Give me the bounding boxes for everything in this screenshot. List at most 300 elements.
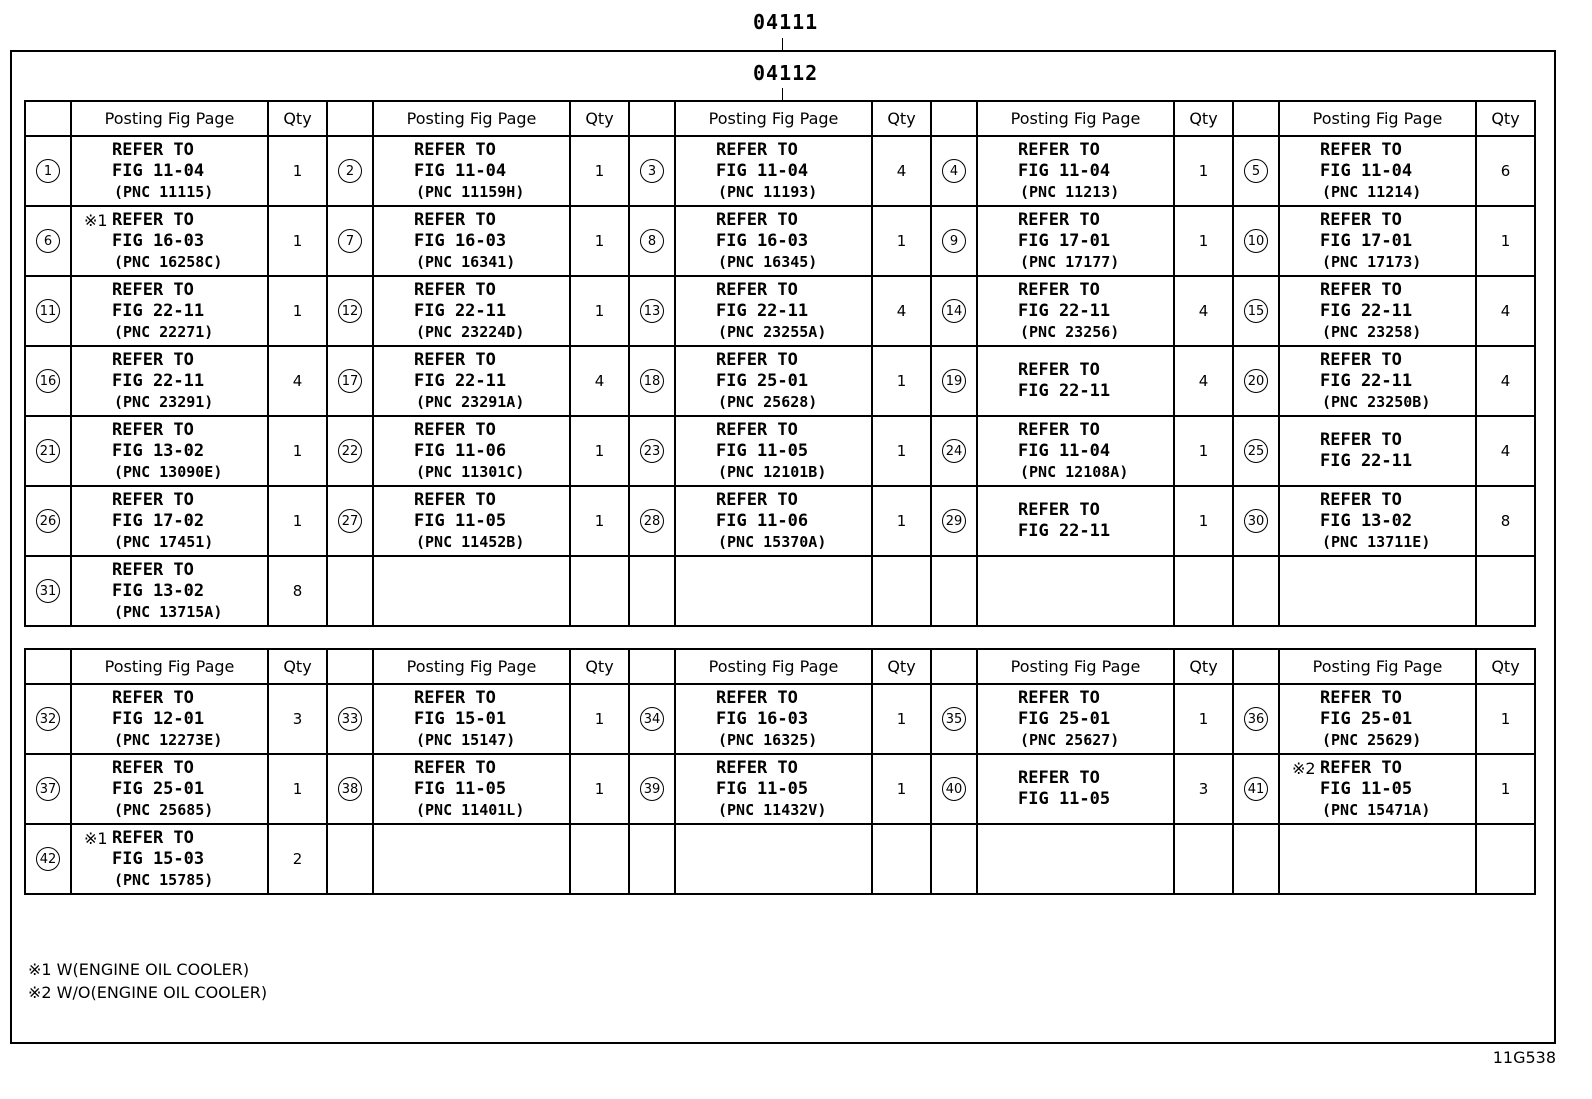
refer-to-text: REFER TO [716,209,798,230]
pnc-number: (PNC 12101B) [718,462,827,481]
refer-to-text: REFER TO [414,419,496,440]
table-row [25,684,1535,754]
empty-cell [1476,824,1535,894]
fig-reference-link[interactable]: FIG 22-11 [414,300,507,321]
fig-reference-link[interactable]: FIG 22-11 [1320,370,1413,391]
item-number-cell [1233,416,1279,486]
qty-cell [268,206,327,276]
item-number-cell [1233,136,1279,206]
qty-cell [268,754,327,824]
fig-reference-link[interactable]: FIG 11-04 [716,160,809,181]
item-number: 24 [942,439,966,463]
refer-to-text: REFER TO [1018,209,1100,230]
item-number: 22 [338,439,362,463]
fig-reference-link[interactable]: FIG 11-04 [112,160,205,181]
qty-value: 1 [1500,710,1511,728]
fig-reference-link[interactable]: FIG 22-11 [1018,381,1111,401]
header-num [931,649,977,684]
item-number-cell [1233,754,1279,824]
qty-value: 4 [1500,372,1511,390]
item-number-cell [1233,276,1279,346]
item-number: 35 [942,707,966,731]
fig-reference-link[interactable]: FIG 11-05 [716,440,809,461]
item-number: 9 [942,229,966,253]
item-number: 19 [942,369,966,393]
note-mark: ※2 [1292,758,1316,778]
item-number: 38 [338,777,362,801]
item-number: 5 [1244,159,1268,183]
qty-cell [872,136,931,206]
header-qty: Qty [1476,101,1535,136]
footnote-2: ※2 W/O(ENGINE OIL COOLER) [28,983,268,1002]
header-posting-fig-page: Posting Fig Page [1279,101,1476,136]
item-number: 23 [640,439,664,463]
qty-cell [1476,684,1535,754]
refer-to-text: REFER TO [1018,419,1100,440]
fig-reference-link[interactable]: FIG 11-04 [1320,160,1413,181]
reference-cell [675,346,872,416]
pnc-number: (PNC 16345) [718,252,818,271]
item-number: 36 [1244,707,1268,731]
fig-reference-link[interactable]: FIG 11-05 [1320,778,1413,799]
header-qty: Qty [570,649,629,684]
fig-reference-link[interactable]: FIG 16-03 [414,230,507,251]
refer-to-text: REFER TO [414,349,496,370]
fig-reference-link[interactable]: FIG 22-11 [414,370,507,391]
item-number: 26 [36,509,60,533]
reference-cell [1279,416,1476,486]
pnc-number: (PNC 11452B) [416,532,525,551]
item-number-cell [327,206,373,276]
refer-to-text: REFER TO [1320,757,1402,778]
header-posting-fig-page: Posting Fig Page [977,101,1174,136]
reference-cell [373,206,570,276]
table-row [25,824,1535,894]
item-number-cell [1233,684,1279,754]
footnotes [28,958,267,1004]
group-code-leader [782,38,783,50]
fig-reference-link[interactable]: FIG 22-11 [716,300,809,321]
item-number-cell [25,556,71,626]
fig-reference-link[interactable]: FIG 11-06 [716,510,809,531]
pnc-number: (PNC 11159H) [416,182,525,201]
item-number-cell [327,276,373,346]
refer-to-text: REFER TO [414,279,496,300]
fig-reference-link[interactable]: FIG 11-05 [414,778,507,799]
item-number: 40 [942,777,966,801]
empty-cell [872,824,931,894]
fig-reference-link[interactable]: FIG 25-01 [716,370,809,391]
fig-reference-link[interactable]: FIG 16-03 [112,230,205,251]
pnc-number: (PNC 25627) [1020,730,1120,749]
item-number-cell [629,346,675,416]
qty-value: 1 [896,442,907,460]
qty-cell [1174,486,1233,556]
qty-cell [268,416,327,486]
reference-cell [977,684,1174,754]
header-posting-fig-page: Posting Fig Page [1279,649,1476,684]
empty-cell [1279,556,1476,626]
header-posting-fig-page: Posting Fig Page [373,101,570,136]
item-number: 21 [36,439,60,463]
table-row [25,276,1535,346]
pnc-number: (PNC 25685) [114,800,214,819]
qty-cell [268,824,327,894]
item-number: 8 [640,229,664,253]
pnc-number: (PNC 23250B) [1322,392,1431,411]
refer-to-text: REFER TO [716,687,798,708]
qty-cell [1476,346,1535,416]
refer-to-text: REFER TO [1320,209,1402,230]
header-qty: Qty [872,649,931,684]
fig-reference-link[interactable]: FIG 16-03 [716,230,809,251]
reference-cell [373,486,570,556]
fig-reference-link[interactable]: FIG 13-02 [112,580,205,601]
qty-value: 1 [1500,780,1511,798]
pnc-number: (PNC 23291) [114,392,214,411]
reference-cell [71,346,268,416]
header-num [1233,101,1279,136]
qty-cell [872,276,931,346]
sub-code-leader [782,88,783,100]
reference-cell [675,684,872,754]
reference-cell [977,136,1174,206]
header-qty: Qty [872,101,931,136]
fig-reference-link[interactable]: FIG 22-11 [112,370,205,391]
fig-reference-link[interactable]: FIG 22-11 [1320,451,1413,471]
fig-reference-link[interactable]: FIG 11-05 [414,510,507,531]
pnc-number: (PNC 23291A) [416,392,525,411]
reference-cell [1279,206,1476,276]
table-header-row [25,649,1535,684]
refer-to-text: REFER TO [1320,430,1402,450]
pnc-number: (PNC 13715A) [114,602,223,621]
item-number-cell [25,754,71,824]
qty-value: 1 [1198,442,1209,460]
qty-cell [1476,206,1535,276]
qty-value: 4 [896,162,907,180]
pnc-number: (PNC 15471A) [1322,800,1431,819]
item-number-cell [25,206,71,276]
qty-value: 8 [292,582,303,600]
item-number-cell [25,346,71,416]
item-number: 37 [36,777,60,801]
item-number: 6 [36,229,60,253]
qty-cell [268,136,327,206]
reference-cell [977,416,1174,486]
qty-cell [570,754,629,824]
empty-cell [977,824,1174,894]
reference-cell [71,206,268,276]
pnc-number: (PNC 16341) [416,252,516,271]
reference-cell [71,824,268,894]
refer-to-text: REFER TO [1320,279,1402,300]
qty-cell [1174,276,1233,346]
footnote-1: ※1 W(ENGINE OIL COOLER) [28,960,250,979]
fig-reference-link[interactable]: FIG 11-05 [1018,789,1111,809]
qty-value: 1 [896,780,907,798]
fig-reference-link[interactable]: FIG 17-01 [1018,230,1111,251]
item-number-cell [629,754,675,824]
qty-cell [268,346,327,416]
item-number: 16 [36,369,60,393]
item-number: 4 [942,159,966,183]
reference-cell [977,276,1174,346]
item-number-cell [327,416,373,486]
pnc-number: (PNC 25629) [1322,730,1422,749]
header-posting-fig-page: Posting Fig Page [71,101,268,136]
reference-cell [675,206,872,276]
qty-value: 4 [1198,372,1209,390]
empty-cell [931,824,977,894]
qty-value: 1 [896,710,907,728]
item-number: 42 [36,847,60,871]
reference-table-1 [24,100,1536,627]
fig-reference-link[interactable]: FIG 25-01 [1018,708,1111,729]
pnc-number: (PNC 22271) [114,322,214,341]
qty-value: 6 [1500,162,1511,180]
item-number: 15 [1244,299,1268,323]
qty-cell [268,276,327,346]
reference-cell [373,684,570,754]
qty-cell [570,346,629,416]
empty-cell [1233,824,1279,894]
fig-reference-link[interactable]: FIG 11-04 [414,160,507,181]
qty-cell [1476,276,1535,346]
pnc-number: (PNC 13090E) [114,462,223,481]
item-number-cell [327,486,373,556]
qty-value: 1 [1198,232,1209,250]
header-num [327,649,373,684]
note-mark: ※1 [84,828,108,848]
refer-to-text: REFER TO [112,139,194,160]
header-num [629,649,675,684]
qty-value: 1 [896,512,907,530]
item-number-cell [931,346,977,416]
qty-cell [1476,486,1535,556]
fig-reference-link[interactable]: FIG 11-06 [414,440,507,461]
qty-cell [872,416,931,486]
qty-cell [1174,346,1233,416]
item-number-cell [931,206,977,276]
item-number: 12 [338,299,362,323]
qty-value: 1 [1198,710,1209,728]
pnc-number: (PNC 16325) [718,730,818,749]
item-number: 20 [1244,369,1268,393]
qty-value: 1 [1198,512,1209,530]
item-number: 41 [1244,777,1268,801]
refer-to-text: REFER TO [1018,687,1100,708]
qty-value: 1 [594,780,605,798]
reference-cell [71,556,268,626]
fig-reference-link[interactable]: FIG 11-04 [1018,440,1111,461]
reference-cell [71,416,268,486]
header-qty: Qty [1174,101,1233,136]
qty-cell [268,486,327,556]
reference-cell [373,346,570,416]
empty-cell [1233,556,1279,626]
qty-cell [570,276,629,346]
item-number: 1 [36,159,60,183]
refer-to-text: REFER TO [1018,360,1100,380]
reference-cell [1279,754,1476,824]
table-row [25,136,1535,206]
qty-cell [1476,136,1535,206]
header-qty: Qty [570,101,629,136]
pnc-number: (PNC 23224D) [416,322,525,341]
header-qty: Qty [1476,649,1535,684]
pnc-number: (PNC 17451) [114,532,214,551]
pnc-number: (PNC 12108A) [1020,462,1129,481]
refer-to-text: REFER TO [1320,489,1402,510]
refer-to-text: REFER TO [716,349,798,370]
item-number: 2 [338,159,362,183]
figure-code: 11G538 [1492,1048,1556,1067]
item-number: 34 [640,707,664,731]
qty-value: 1 [292,780,303,798]
item-number: 30 [1244,509,1268,533]
reference-cell [373,416,570,486]
refer-to-text: REFER TO [716,419,798,440]
qty-cell [1174,206,1233,276]
pnc-number: (PNC 23258) [1322,322,1422,341]
table-row [25,346,1535,416]
item-number-cell [931,754,977,824]
qty-cell [872,754,931,824]
reference-cell [71,136,268,206]
item-number: 14 [942,299,966,323]
fig-reference-link[interactable]: FIG 22-11 [112,300,205,321]
item-number: 31 [36,579,60,603]
note-mark: ※1 [84,210,108,230]
pnc-number: (PNC 16258C) [114,252,223,271]
refer-to-text: REFER TO [414,687,496,708]
fig-reference-link[interactable]: FIG 11-05 [716,778,809,799]
qty-value: 1 [594,162,605,180]
refer-to-text: REFER TO [414,209,496,230]
qty-cell [872,346,931,416]
refer-to-text: REFER TO [1018,768,1100,788]
pnc-number: (PNC 23256) [1020,322,1120,341]
item-number: 39 [640,777,664,801]
header-qty: Qty [268,649,327,684]
fig-reference-link[interactable]: FIG 13-02 [112,440,205,461]
header-qty: Qty [268,101,327,136]
fig-reference-link[interactable]: FIG 12-01 [112,708,205,729]
qty-cell [570,416,629,486]
fig-reference-link[interactable]: FIG 17-02 [112,510,205,531]
refer-to-text: REFER TO [112,349,194,370]
qty-value: 1 [594,302,605,320]
qty-cell [268,684,327,754]
reference-cell [977,206,1174,276]
refer-to-text: REFER TO [716,489,798,510]
header-num [327,101,373,136]
qty-value: 8 [1500,512,1511,530]
refer-to-text: REFER TO [112,757,194,778]
pnc-number: (PNC 13711E) [1322,532,1431,551]
refer-to-text: REFER TO [1018,500,1100,520]
qty-value: 1 [1500,232,1511,250]
item-number: 25 [1244,439,1268,463]
pnc-number: (PNC 17177) [1020,252,1120,271]
qty-value: 2 [292,850,303,868]
item-number-cell [25,416,71,486]
refer-to-text: REFER TO [112,687,194,708]
empty-cell [1174,824,1233,894]
empty-cell [1174,556,1233,626]
fig-reference-link[interactable]: FIG 25-01 [112,778,205,799]
pnc-number: (PNC 11401L) [416,800,525,819]
empty-cell [1279,824,1476,894]
refer-to-text: REFER TO [716,757,798,778]
qty-value: 4 [594,372,605,390]
empty-cell [1476,556,1535,626]
fig-reference-link[interactable]: FIG 15-03 [112,848,205,869]
qty-cell [570,684,629,754]
qty-value: 3 [292,710,303,728]
reference-cell [977,754,1174,824]
fig-reference-link[interactable]: FIG 25-01 [1320,708,1413,729]
reference-cell [675,486,872,556]
item-number-cell [931,276,977,346]
table-row [25,556,1535,626]
qty-value: 1 [292,512,303,530]
empty-cell [675,824,872,894]
item-number: 13 [640,299,664,323]
refer-to-text: REFER TO [1320,139,1402,160]
fig-reference-link[interactable]: FIG 13-02 [1320,510,1413,531]
pnc-number: (PNC 25628) [718,392,818,411]
qty-value: 4 [292,372,303,390]
fig-reference-link[interactable]: FIG 16-03 [716,708,809,729]
qty-value: 1 [292,162,303,180]
qty-value: 3 [1198,780,1209,798]
empty-cell [373,824,570,894]
item-number-cell [25,486,71,556]
qty-cell [1174,416,1233,486]
item-number: 7 [338,229,362,253]
qty-value: 1 [594,442,605,460]
refer-to-text: REFER TO [112,419,194,440]
fig-reference-link[interactable]: FIG 22-11 [1018,300,1111,321]
fig-reference-link[interactable]: FIG 11-04 [1018,160,1111,181]
empty-cell [570,556,629,626]
empty-cell [872,556,931,626]
header-posting-fig-page: Posting Fig Page [675,649,872,684]
item-number: 10 [1244,229,1268,253]
fig-reference-link[interactable]: FIG 22-11 [1320,300,1413,321]
item-number-cell [1233,206,1279,276]
header-num [25,101,71,136]
header-posting-fig-page: Posting Fig Page [675,101,872,136]
refer-to-text: REFER TO [112,827,194,848]
fig-reference-link[interactable]: FIG 22-11 [1018,521,1111,541]
fig-reference-link[interactable]: FIG 15-01 [414,708,507,729]
header-qty: Qty [1174,649,1233,684]
header-num [931,101,977,136]
fig-reference-link[interactable]: FIG 17-01 [1320,230,1413,251]
reference-cell [71,486,268,556]
qty-value: 1 [292,302,303,320]
qty-cell [570,136,629,206]
table-row [25,754,1535,824]
table-row [25,486,1535,556]
reference-cell [977,486,1174,556]
item-number: 27 [338,509,362,533]
reference-cell [1279,276,1476,346]
empty-cell [629,556,675,626]
